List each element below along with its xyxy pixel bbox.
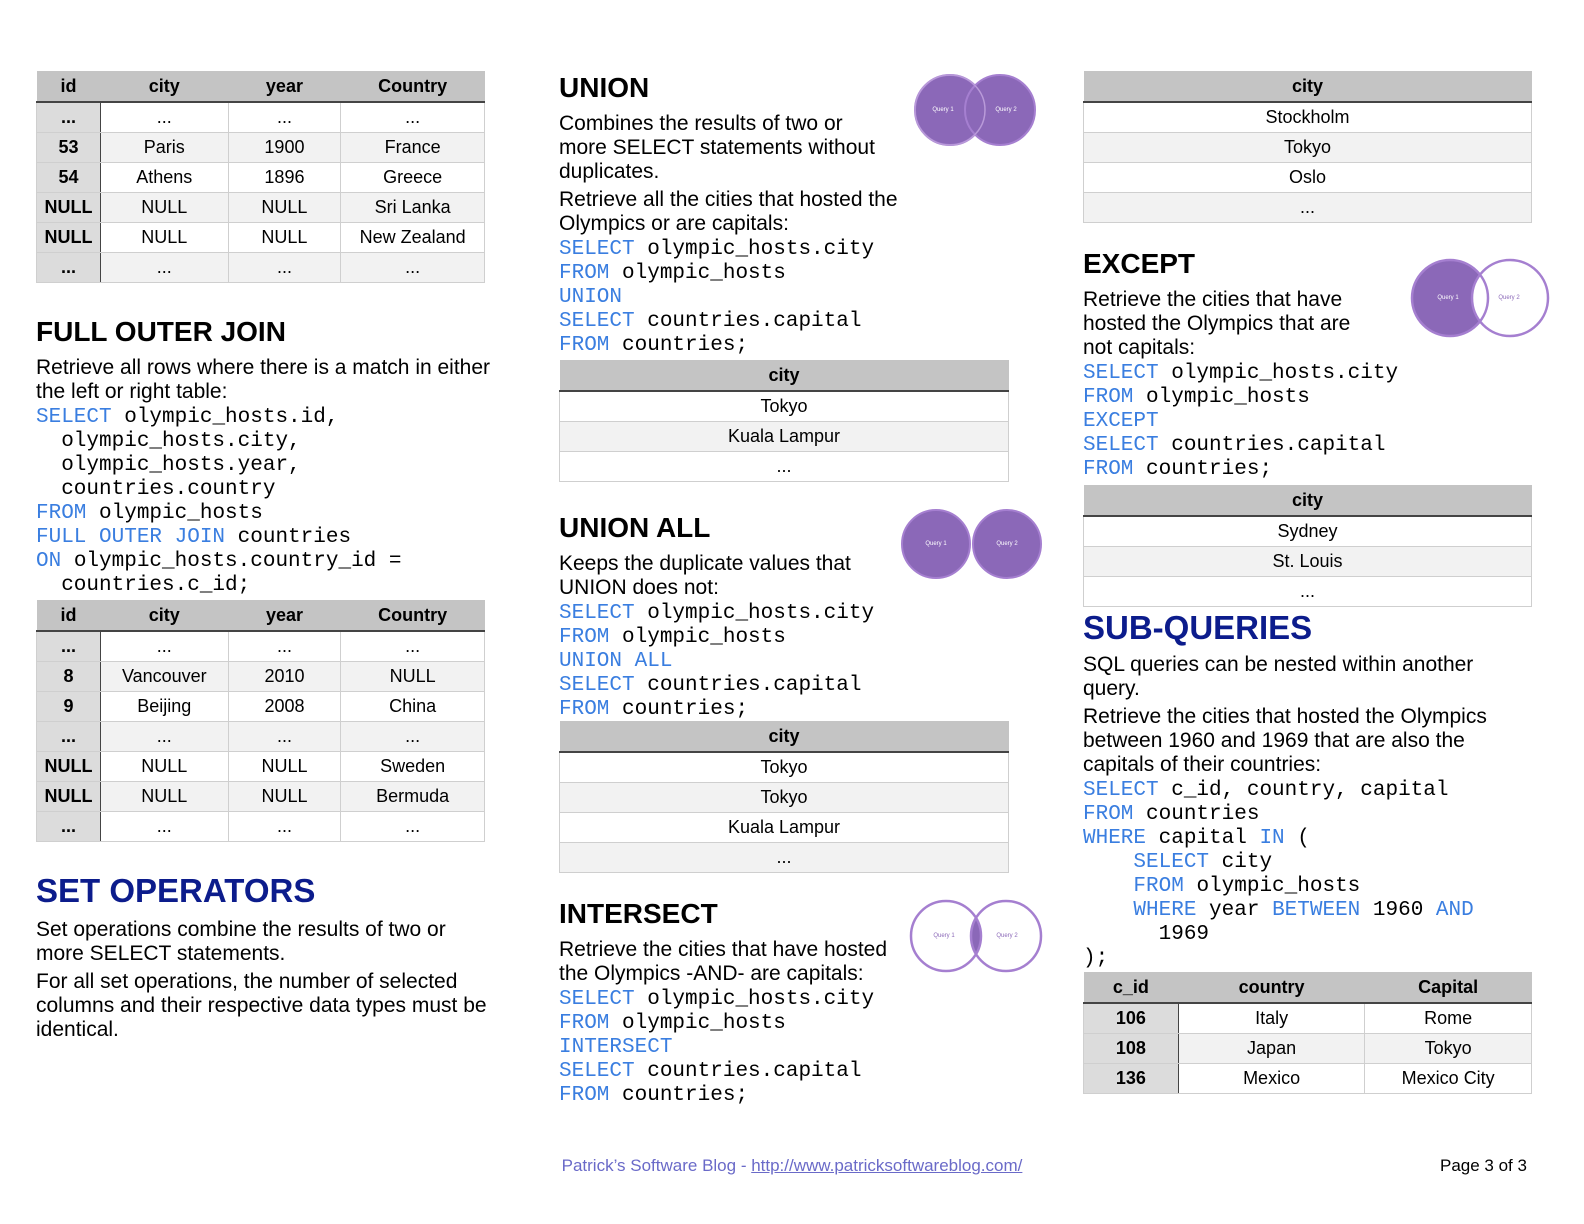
code-line bbox=[1083, 947, 1533, 971]
table-cell: 106 bbox=[1084, 1003, 1179, 1034]
table-cell: 2010 bbox=[228, 662, 341, 692]
table-cell: Sweden bbox=[341, 752, 485, 782]
table-header-row bbox=[560, 360, 1009, 391]
code-line bbox=[1083, 875, 1533, 899]
paragraph: Retrieve the cities that hosted the Olympics between 1960 and 1969 that are also the capitals of their countries: bbox=[1083, 705, 1487, 776]
sql-text: countries; bbox=[609, 334, 749, 357]
sql-text: countries bbox=[225, 526, 352, 549]
table-cell: Mexico bbox=[1178, 1064, 1365, 1094]
sql-keyword: INTERSECT bbox=[559, 1036, 673, 1059]
table-row bbox=[1084, 1064, 1532, 1094]
intersect-section bbox=[559, 898, 919, 1108]
sql-text: countries.capital bbox=[634, 1060, 862, 1083]
sql-text: olympic_hosts bbox=[609, 262, 786, 285]
table-cell: Stockholm bbox=[1084, 102, 1532, 133]
code-line bbox=[559, 310, 919, 334]
column-header: c_id bbox=[1084, 972, 1179, 1003]
sql-keyword: FROM bbox=[559, 1012, 610, 1035]
footer-text: Patrick’s Software Blog - bbox=[561, 1156, 752, 1175]
sql-keyword: ON bbox=[36, 550, 62, 573]
table-cell: ... bbox=[100, 722, 228, 752]
sql-keyword: SELECT bbox=[559, 674, 635, 697]
sql-code-block bbox=[1083, 779, 1533, 971]
column-header: city bbox=[560, 360, 1009, 391]
sql-text: olympic_hosts bbox=[609, 1012, 786, 1035]
union-all-result-table bbox=[559, 721, 1009, 873]
column-header: year bbox=[228, 600, 341, 631]
venn-label-query1: Query 1 bbox=[1437, 295, 1459, 301]
table-cell: New Zealand bbox=[341, 223, 485, 253]
sql-text: olympic_hosts bbox=[609, 626, 786, 649]
table-row bbox=[560, 843, 1009, 873]
sql-keyword: SELECT bbox=[1083, 362, 1159, 385]
code-line bbox=[1083, 779, 1533, 803]
table-cell: Beijing bbox=[100, 692, 228, 722]
sql-text bbox=[1083, 851, 1133, 874]
column-header: city bbox=[100, 600, 228, 631]
sql-text: city bbox=[1209, 851, 1273, 874]
section-description: Retrieve the cities that have hosted the Olympics that are not capitals: bbox=[1083, 288, 1351, 359]
table-cell: NULL bbox=[228, 193, 341, 223]
table-cell: Sydney bbox=[1084, 516, 1532, 547]
sql-keyword: BETWEEN bbox=[1272, 899, 1361, 922]
table-cell: ... bbox=[1084, 193, 1532, 223]
sql-text: c_id, country, capital bbox=[1158, 779, 1449, 802]
table-row bbox=[37, 662, 485, 692]
sql-keyword: EXCEPT bbox=[1083, 410, 1159, 433]
section-title: UNION ALL bbox=[559, 512, 711, 543]
blog-link[interactable]: http://www.patricksoftwareblog.com/ bbox=[751, 1156, 1023, 1175]
table-cell: Bermuda bbox=[341, 782, 485, 812]
table-row bbox=[37, 631, 485, 662]
code-line bbox=[559, 1012, 919, 1036]
table-cell: 1896 bbox=[228, 163, 341, 193]
code-line bbox=[559, 674, 919, 698]
section-description: Combines the results of two or more SELECT statements without duplicates. bbox=[559, 112, 875, 183]
union-result-table bbox=[559, 360, 1009, 482]
code-line bbox=[36, 574, 496, 598]
table-row bbox=[37, 193, 485, 223]
sql-text bbox=[1083, 899, 1133, 922]
table-row bbox=[560, 422, 1009, 452]
venn-label-query2: Query 2 bbox=[996, 933, 1018, 939]
column-header: city bbox=[1084, 485, 1532, 516]
table-cell: ... bbox=[37, 722, 101, 752]
venn-label-query2: Query 2 bbox=[1498, 295, 1520, 301]
sql-code-block bbox=[559, 238, 919, 358]
table-row bbox=[1084, 102, 1532, 133]
table-cell: ... bbox=[1084, 577, 1532, 607]
section-title: SET OPERATORS bbox=[36, 872, 316, 909]
code-line bbox=[559, 1084, 919, 1108]
sub-queries-section bbox=[1083, 609, 1533, 971]
table-cell: 54 bbox=[37, 163, 101, 193]
table-cell: NULL bbox=[100, 782, 228, 812]
code-line bbox=[559, 262, 919, 286]
table-cell: ... bbox=[37, 812, 101, 842]
sql-keyword: FROM bbox=[36, 502, 87, 525]
table-cell: Greece bbox=[341, 163, 485, 193]
sql-keyword: FROM bbox=[559, 626, 610, 649]
sql-keyword: SELECT bbox=[559, 238, 635, 261]
table-cell: 2008 bbox=[228, 692, 341, 722]
table-row bbox=[1084, 193, 1532, 223]
sql-text: 1960 bbox=[1360, 899, 1436, 922]
table-cell: 53 bbox=[37, 133, 101, 163]
table-header-row bbox=[1084, 972, 1532, 1003]
section-description: Retrieve all the cities that hosted the Olympics or are capitals: bbox=[559, 188, 898, 235]
sql-keyword: SELECT bbox=[559, 988, 635, 1011]
sql-keyword: SELECT bbox=[36, 406, 112, 429]
table-cell: Paris bbox=[100, 133, 228, 163]
sql-keyword: WHERE bbox=[1133, 899, 1197, 922]
table-cell: ... bbox=[341, 102, 485, 133]
table-cell: Japan bbox=[1178, 1034, 1365, 1064]
section-description: Retrieve the cities that have hosted the Olympics -AND- are capitals: bbox=[559, 938, 888, 985]
code-line bbox=[36, 454, 496, 478]
sql-code-block bbox=[36, 406, 496, 598]
table-row bbox=[1084, 1034, 1532, 1064]
column-header: Country bbox=[341, 600, 485, 631]
sql-text: year bbox=[1196, 899, 1273, 922]
table-row bbox=[1084, 1003, 1532, 1034]
section-title: FULL OUTER JOIN bbox=[36, 316, 286, 347]
section-title: INTERSECT bbox=[559, 898, 718, 929]
column-header: city bbox=[100, 71, 228, 102]
table-cell: China bbox=[341, 692, 485, 722]
table-header-row bbox=[37, 600, 485, 631]
table-cell: Oslo bbox=[1084, 163, 1532, 193]
code-line bbox=[1083, 386, 1413, 410]
table-cell: ... bbox=[228, 722, 341, 752]
union-all-result bbox=[559, 721, 1009, 873]
column-header: Country bbox=[341, 71, 485, 102]
table-cell: ... bbox=[100, 631, 228, 662]
table-row bbox=[37, 102, 485, 133]
table-cell: ... bbox=[37, 631, 101, 662]
table-row bbox=[37, 752, 485, 782]
table-header-row bbox=[560, 721, 1009, 752]
code-line bbox=[559, 626, 919, 650]
table-cell: NULL bbox=[37, 223, 101, 253]
sql-keyword: SELECT bbox=[559, 310, 635, 333]
code-line bbox=[1083, 923, 1533, 947]
table-cell: 108 bbox=[1084, 1034, 1179, 1064]
table-cell: ... bbox=[228, 102, 341, 133]
sub-queries-result-table bbox=[1083, 972, 1532, 1094]
sql-text: ); bbox=[1083, 947, 1109, 970]
table-cell: ... bbox=[100, 102, 228, 133]
sql-keyword: SELECT bbox=[1083, 434, 1159, 457]
sql-keyword: FROM bbox=[559, 334, 610, 357]
table-cell: Tokyo bbox=[560, 391, 1009, 422]
table-cell: 136 bbox=[1084, 1064, 1179, 1094]
code-line bbox=[1083, 803, 1533, 827]
table-header-row bbox=[37, 71, 485, 102]
table-cell: ... bbox=[341, 631, 485, 662]
sql-keyword: UNION ALL bbox=[559, 650, 673, 673]
sql-keyword: FROM bbox=[559, 262, 610, 285]
code-line bbox=[559, 334, 919, 358]
table-cell: Mexico City bbox=[1365, 1064, 1532, 1094]
table-cell: NULL bbox=[37, 752, 101, 782]
table-cell: ... bbox=[228, 253, 341, 283]
sql-text: olympic_hosts.id, bbox=[111, 406, 339, 429]
table-cell: ... bbox=[341, 253, 485, 283]
sql-keyword: SELECT bbox=[1133, 851, 1210, 874]
table-row bbox=[560, 391, 1009, 422]
table-row bbox=[560, 452, 1009, 482]
code-line bbox=[1083, 362, 1413, 386]
page-number: Page 3 of 3 bbox=[1440, 1156, 1527, 1175]
column-header: id bbox=[37, 71, 101, 102]
table-cell: ... bbox=[37, 102, 101, 133]
sql-keyword: UNION bbox=[559, 286, 623, 309]
right-column-top bbox=[1083, 71, 1532, 223]
table-cell: France bbox=[341, 133, 485, 163]
union-all-section bbox=[559, 512, 919, 722]
table-cell: ... bbox=[341, 812, 485, 842]
table-cell: NULL bbox=[37, 193, 101, 223]
table-row bbox=[37, 782, 485, 812]
sql-keyword: FROM bbox=[1133, 875, 1184, 898]
code-line bbox=[559, 1060, 919, 1084]
code-line bbox=[1083, 827, 1533, 851]
table-cell: Vancouver bbox=[100, 662, 228, 692]
sql-text: capital bbox=[1146, 827, 1260, 850]
table-header-row bbox=[1084, 71, 1532, 102]
table-cell: Italy bbox=[1178, 1003, 1365, 1034]
table-cell: NULL bbox=[37, 782, 101, 812]
table-header-row bbox=[1084, 485, 1532, 516]
olympic-hosts-table-1 bbox=[36, 71, 485, 283]
full-outer-join-result-table bbox=[36, 600, 485, 842]
table-cell: ... bbox=[100, 812, 228, 842]
sub-queries-result bbox=[1083, 972, 1532, 1094]
sql-text: olympic_hosts.city bbox=[634, 602, 875, 625]
table-row bbox=[1084, 547, 1532, 577]
code-line bbox=[36, 478, 496, 502]
table-cell: ... bbox=[341, 722, 485, 752]
code-line bbox=[559, 286, 919, 310]
column-header: Capital bbox=[1365, 972, 1532, 1003]
paragraph: Set operations combine the results of two or more SELECT statements. bbox=[36, 918, 446, 965]
table-row bbox=[37, 133, 485, 163]
code-line bbox=[1083, 410, 1413, 434]
code-line bbox=[1083, 851, 1533, 875]
sql-code-block bbox=[1083, 362, 1413, 482]
sql-text: olympic_hosts bbox=[1183, 875, 1361, 898]
except-result bbox=[1083, 485, 1532, 607]
code-line bbox=[36, 550, 496, 574]
table-row bbox=[37, 692, 485, 722]
table-cell: Tokyo bbox=[1365, 1034, 1532, 1064]
sql-keyword: FROM bbox=[1083, 458, 1134, 481]
sql-code-block bbox=[559, 988, 919, 1108]
sql-text bbox=[1083, 875, 1133, 898]
table-cell: NULL bbox=[100, 223, 228, 253]
olympic-cities-table bbox=[1083, 71, 1532, 223]
sql-keyword: FROM bbox=[1083, 803, 1134, 826]
table-cell: Tokyo bbox=[560, 752, 1009, 783]
table-cell: Kuala Lampur bbox=[560, 422, 1009, 452]
code-line bbox=[36, 502, 496, 526]
section-description: Retrieve all rows where there is a match in either the left or right table: bbox=[36, 356, 491, 403]
column-header: city bbox=[560, 721, 1009, 752]
sql-text: olympic_hosts.year, bbox=[36, 454, 301, 477]
table-row bbox=[37, 223, 485, 253]
venn-label-query1: Query 1 bbox=[925, 541, 947, 547]
except-venn-diagram bbox=[1410, 256, 1550, 340]
code-line bbox=[559, 1036, 919, 1060]
table-cell: ... bbox=[100, 253, 228, 283]
table-row bbox=[1084, 163, 1532, 193]
table-cell: Sri Lanka bbox=[341, 193, 485, 223]
except-result-table bbox=[1083, 485, 1532, 607]
venn-label-query2: Query 2 bbox=[995, 107, 1017, 113]
table-cell: St. Louis bbox=[1084, 547, 1532, 577]
sql-text: olympic_hosts bbox=[1133, 386, 1310, 409]
table-row bbox=[1084, 133, 1532, 163]
sql-text: olympic_hosts.city bbox=[1158, 362, 1399, 385]
sql-keyword: FULL OUTER JOIN bbox=[36, 526, 226, 549]
code-line bbox=[36, 526, 496, 550]
table-row bbox=[560, 752, 1009, 783]
code-line bbox=[1083, 434, 1413, 458]
table-cell: ... bbox=[560, 452, 1009, 482]
sql-keyword: FROM bbox=[559, 698, 610, 721]
intersect-venn-diagram bbox=[908, 896, 1046, 976]
table-cell: Tokyo bbox=[1084, 133, 1532, 163]
column-header: city bbox=[1084, 71, 1532, 102]
sql-text: olympic_hosts.city bbox=[634, 988, 875, 1011]
sql-text: countries.country bbox=[36, 478, 276, 501]
sql-text: countries.c_id; bbox=[36, 574, 251, 597]
table-cell: NULL bbox=[100, 752, 228, 782]
section-title: EXCEPT bbox=[1083, 248, 1196, 279]
table-cell: NULL bbox=[228, 782, 341, 812]
sql-text: countries.capital bbox=[1158, 434, 1386, 457]
column-header: year bbox=[228, 71, 341, 102]
table-row bbox=[1084, 516, 1532, 547]
table-cell: Kuala Lampur bbox=[560, 813, 1009, 843]
table-row bbox=[37, 722, 485, 752]
sql-text: olympic_hosts.city bbox=[634, 238, 875, 261]
table-cell: Rome bbox=[1365, 1003, 1532, 1034]
sql-text: olympic_hosts.country_id = bbox=[61, 550, 402, 573]
column-header: country bbox=[1178, 972, 1365, 1003]
sql-text: countries; bbox=[609, 698, 749, 721]
sql-text: 1969 bbox=[1083, 923, 1210, 946]
venn-label-query1: Query 1 bbox=[932, 107, 954, 113]
sql-text: countries.capital bbox=[634, 674, 862, 697]
sql-keyword: WHERE bbox=[1083, 827, 1147, 850]
code-line bbox=[559, 650, 919, 674]
sql-keyword: IN bbox=[1259, 827, 1285, 850]
union-venn-diagram bbox=[912, 72, 1040, 148]
sql-keyword: FROM bbox=[1083, 386, 1134, 409]
paragraph: SQL queries can be nested within another query. bbox=[1083, 653, 1474, 700]
table-cell: ... bbox=[228, 631, 341, 662]
table-cell: NULL bbox=[228, 752, 341, 782]
table-row bbox=[37, 163, 485, 193]
code-line bbox=[36, 406, 496, 430]
sql-text: ( bbox=[1284, 827, 1310, 850]
sql-text: olympic_hosts.city, bbox=[36, 430, 301, 453]
venn-label-query2: Query 2 bbox=[996, 541, 1018, 547]
table-cell: NULL bbox=[228, 223, 341, 253]
table-cell: 1900 bbox=[228, 133, 341, 163]
section-title: SUB-QUERIES bbox=[1083, 609, 1313, 646]
code-line bbox=[36, 430, 496, 454]
sql-keyword: SELECT bbox=[559, 602, 635, 625]
table-row bbox=[1084, 577, 1532, 607]
sql-text: countries; bbox=[1133, 458, 1273, 481]
code-line bbox=[559, 988, 919, 1012]
table-row bbox=[37, 253, 485, 283]
table-cell: ... bbox=[560, 843, 1009, 873]
sql-text: countries; bbox=[609, 1084, 749, 1107]
sql-keyword: SELECT bbox=[559, 1060, 635, 1083]
sql-keyword: FROM bbox=[559, 1084, 610, 1107]
sql-text: countries.capital bbox=[634, 310, 862, 333]
sql-keyword: SELECT bbox=[1083, 779, 1159, 802]
code-line bbox=[559, 602, 919, 626]
table-cell: ... bbox=[37, 253, 101, 283]
code-line bbox=[559, 698, 919, 722]
table-cell: Tokyo bbox=[560, 783, 1009, 813]
section-description: Keeps the duplicate values that UNION does not: bbox=[559, 552, 851, 599]
table-row bbox=[560, 813, 1009, 843]
column-header: id bbox=[37, 600, 101, 631]
footer bbox=[0, 1156, 1584, 1176]
union-result bbox=[559, 360, 1009, 482]
table-cell: 9 bbox=[37, 692, 101, 722]
full-outer-join-section bbox=[36, 316, 496, 598]
sql-text: olympic_hosts bbox=[86, 502, 263, 525]
table-cell: NULL bbox=[100, 193, 228, 223]
table-row bbox=[560, 783, 1009, 813]
venn-label-query1: Query 1 bbox=[933, 933, 955, 939]
table-cell: ... bbox=[228, 812, 341, 842]
sql-keyword: AND bbox=[1435, 899, 1474, 922]
sql-text: countries bbox=[1133, 803, 1260, 826]
table-cell: Athens bbox=[100, 163, 228, 193]
left-column-bottom bbox=[36, 600, 485, 842]
code-line bbox=[1083, 899, 1533, 923]
table-cell: 8 bbox=[37, 662, 101, 692]
sql-code-block bbox=[559, 602, 919, 722]
paragraph: For all set operations, the number of selected columns and their respective data types must be identical. bbox=[36, 970, 487, 1041]
code-line bbox=[1083, 458, 1413, 482]
set-operators-section bbox=[36, 872, 496, 1042]
left-column-top bbox=[36, 71, 485, 283]
table-cell: NULL bbox=[341, 662, 485, 692]
union-all-venn-diagram bbox=[900, 508, 1046, 582]
table-row bbox=[37, 812, 485, 842]
section-title: UNION bbox=[559, 72, 650, 103]
except-section bbox=[1083, 248, 1413, 482]
code-line bbox=[559, 238, 919, 262]
union-section bbox=[559, 72, 919, 358]
